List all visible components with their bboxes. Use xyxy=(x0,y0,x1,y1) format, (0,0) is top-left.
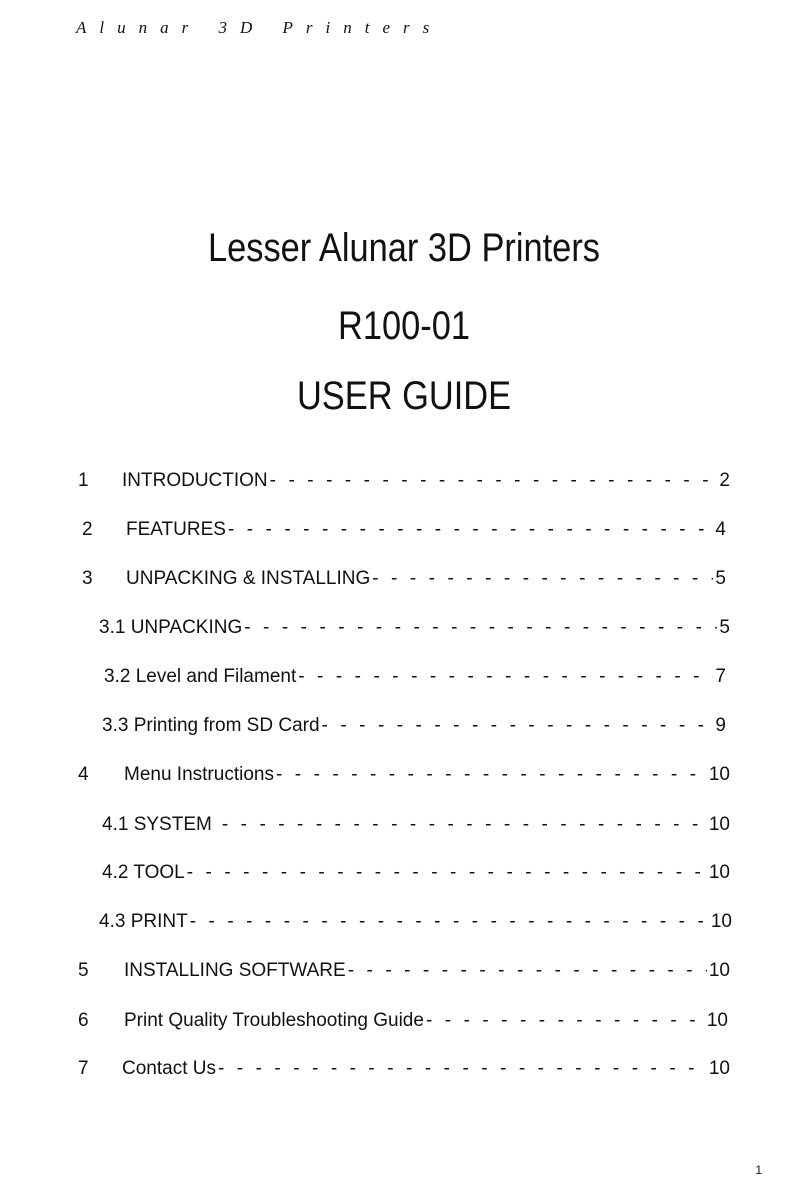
toc-entry-menu-instructions[interactable] xyxy=(78,763,730,787)
toc-entry-page: 2 xyxy=(719,470,730,491)
running-header: Alunar 3D Printers xyxy=(76,18,443,37)
toc-entry-number: 5 xyxy=(78,960,89,981)
toc-entry-number: 1 xyxy=(78,470,89,491)
toc-entry-page: 9 xyxy=(715,715,726,736)
toc-entry-label: Menu Instructions xyxy=(124,764,274,785)
title-model-number: R100-01 xyxy=(338,304,470,348)
toc-entry-number: 6 xyxy=(78,1010,89,1031)
toc-dot-leader xyxy=(372,567,713,591)
toc-entry-4-1-system[interactable] xyxy=(102,813,730,837)
toc-dot-leader xyxy=(190,910,709,934)
toc-entry-page: 10 xyxy=(706,1010,728,1031)
toc-entry-page: 10 xyxy=(708,862,730,883)
toc-entry-label: 3.2 Level and Filament xyxy=(104,666,297,687)
title-user-guide: USER GUIDE xyxy=(296,374,512,418)
toc-entry-label: 3.1 UNPACKING xyxy=(99,617,243,638)
toc-dot-leader xyxy=(276,763,707,787)
toc-dot-leader xyxy=(270,469,718,493)
toc-dot-leader xyxy=(298,665,713,689)
toc-entry-label: 3.3 Printing from SD Card xyxy=(102,715,320,736)
toc-entry-label: Print Quality Troubleshooting Guide xyxy=(124,1010,424,1031)
toc-entry-introduction[interactable] xyxy=(78,469,730,493)
toc-entry-page: 4 xyxy=(715,519,726,540)
toc-entry-label: Contact Us xyxy=(122,1058,216,1079)
toc-entry-4-3-print[interactable] xyxy=(99,910,732,934)
toc-entry-contact-us[interactable] xyxy=(78,1057,730,1081)
toc-entry-page: 10 xyxy=(708,814,730,835)
toc-entry-3-3-printing-sd-card[interactable] xyxy=(102,714,726,738)
page-number: 1 xyxy=(755,1163,762,1177)
title-product-name: Lesser Alunar 3D Printers xyxy=(208,226,600,270)
toc-entry-label: 4.2 TOOL xyxy=(102,862,185,883)
toc-entry-page: 10 xyxy=(708,1058,730,1079)
toc-entry-label: UNPACKING & INSTALLING xyxy=(126,568,371,589)
toc-entry-features[interactable] xyxy=(82,518,726,542)
toc-entry-page: 10 xyxy=(708,960,730,981)
toc-entry-label: 4.3 PRINT xyxy=(99,911,188,932)
toc-entry-number: 7 xyxy=(78,1058,89,1079)
toc-entry-page: 5 xyxy=(715,568,726,589)
toc-entry-number: 3 xyxy=(82,568,93,589)
toc-entry-4-2-tool[interactable] xyxy=(102,861,730,885)
toc-dot-leader xyxy=(222,813,707,837)
toc-entry-label: 4.1 SYSTEM xyxy=(102,814,212,835)
toc-entry-print-quality[interactable] xyxy=(78,1009,728,1033)
toc-entry-unpacking-installing[interactable] xyxy=(82,567,726,591)
toc-entry-label: INTRODUCTION xyxy=(122,470,268,491)
toc-entry-page: 10 xyxy=(710,911,732,932)
toc-entry-3-2-level-filament[interactable] xyxy=(104,665,726,689)
toc-entry-label: FEATURES xyxy=(126,519,226,540)
toc-dot-leader xyxy=(228,518,713,542)
toc-dot-leader xyxy=(426,1009,705,1033)
toc-entry-3-1-unpacking[interactable] xyxy=(99,616,730,640)
toc-dot-leader xyxy=(244,616,717,640)
toc-dot-leader xyxy=(322,714,714,738)
toc-dot-leader xyxy=(348,959,707,983)
toc-entry-page: 10 xyxy=(708,764,730,785)
toc-entry-label: INSTALLING SOFTWARE xyxy=(124,960,346,981)
toc-entry-page: 5 xyxy=(719,617,730,638)
toc-entry-page: 7 xyxy=(715,666,726,687)
toc-entry-number: 2 xyxy=(82,519,93,540)
toc-entry-number: 4 xyxy=(78,764,89,785)
toc-dot-leader xyxy=(187,861,707,885)
toc-entry-installing-software[interactable] xyxy=(78,959,730,983)
toc-dot-leader xyxy=(218,1057,707,1081)
